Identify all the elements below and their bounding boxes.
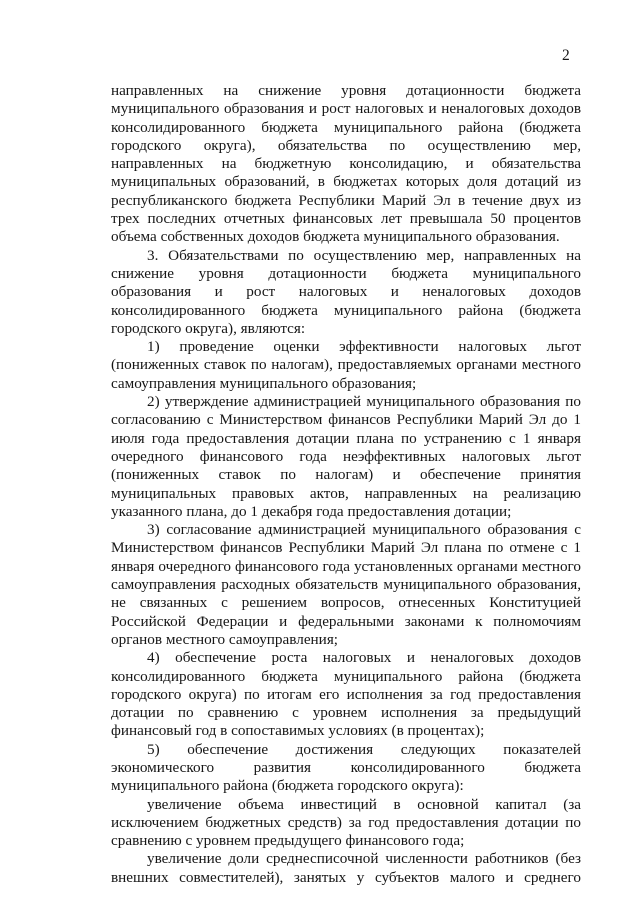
paragraph-subitem-3: 3) согласование администрацией муниципального образования с Министерством финансов Республики Марий Эл плана по отмене с 1 января очередного финансового года установленных органами местного самоуправления расходных обязательств муниципального образования, не связанных с решением вопросов, отнесенных Конституцией Российской Федерации и федеральными законами к полномочиям органов местного самоуправления; — [111, 521, 581, 648]
paragraph-indicator-investments: увеличение объема инвестиций в основной капитал (за исключением бюджетных средств) за год предоставления дотации по сравнению с уровнем предыдущего финансового года; — [111, 795, 581, 850]
paragraph-indicator-employment: увеличение доли среднесписочной численности работников (без внешних совместителей), занятых у субъектов малого и среднего — [111, 850, 581, 886]
paragraph-continuation: направленных на снижение уровня дотационности бюджета муниципального образования и рост налоговых и неналоговых доходов консолидированного бюджета муниципального района (бюджета городского округа), обязательства по осуществлению мер, направленных на бюджетную консолидацию, и обязательства муниципальных образований, в бюджетах которых доля дотаций из республиканского бюджета Республики Марий Эл в течение двух из трех последних отчетных финансовых лет превышала 50 процентов объема собственных доходов бюджета муниципального образования. — [111, 82, 581, 246]
paragraph-subitem-2: 2) утверждение администрацией муниципального образования по согласованию с Министерством финансов Республики Марий Эл до 1 июля года предоставления дотации плана по устранению с 1 января очередного финансового года неэффективных налоговых льгот (пониженных ставок по налогам) и обеспечение принятия муниципальных правовых актов, направленных на реализацию указанного плана, до 1 декабря года предоставления дотации; — [111, 393, 581, 520]
paragraph-item-3: 3. Обязательствами по осуществлению мер, направленных на снижение уровня дотационности бюджета муниципального образования и рост налоговых и неналоговых доходов консолидированного бюджета муниципального района (бюджета городского округа), являются: — [111, 246, 581, 337]
paragraph-subitem-5: 5) обеспечение достижения следующих показателей экономического развития консолидированного бюджета муниципального района (бюджета городского округа): — [111, 740, 581, 795]
document-body — [111, 82, 581, 887]
paragraph-subitem-4: 4) обеспечение роста налоговых и неналоговых доходов консолидированного бюджета муниципального района (бюджета городского округа) по итогам его исполнения за год предоставления дотации по сравнению с уровнем исполнения за предыдущий финансовый год в сопоставимых условиях (в процентах); — [111, 649, 581, 740]
page-number: 2 — [562, 47, 570, 64]
paragraph-subitem-1: 1) проведение оценки эффективности налоговых льгот (пониженных ставок по налогам), предоставляемых органами местного самоуправления муниципального образования; — [111, 338, 581, 392]
